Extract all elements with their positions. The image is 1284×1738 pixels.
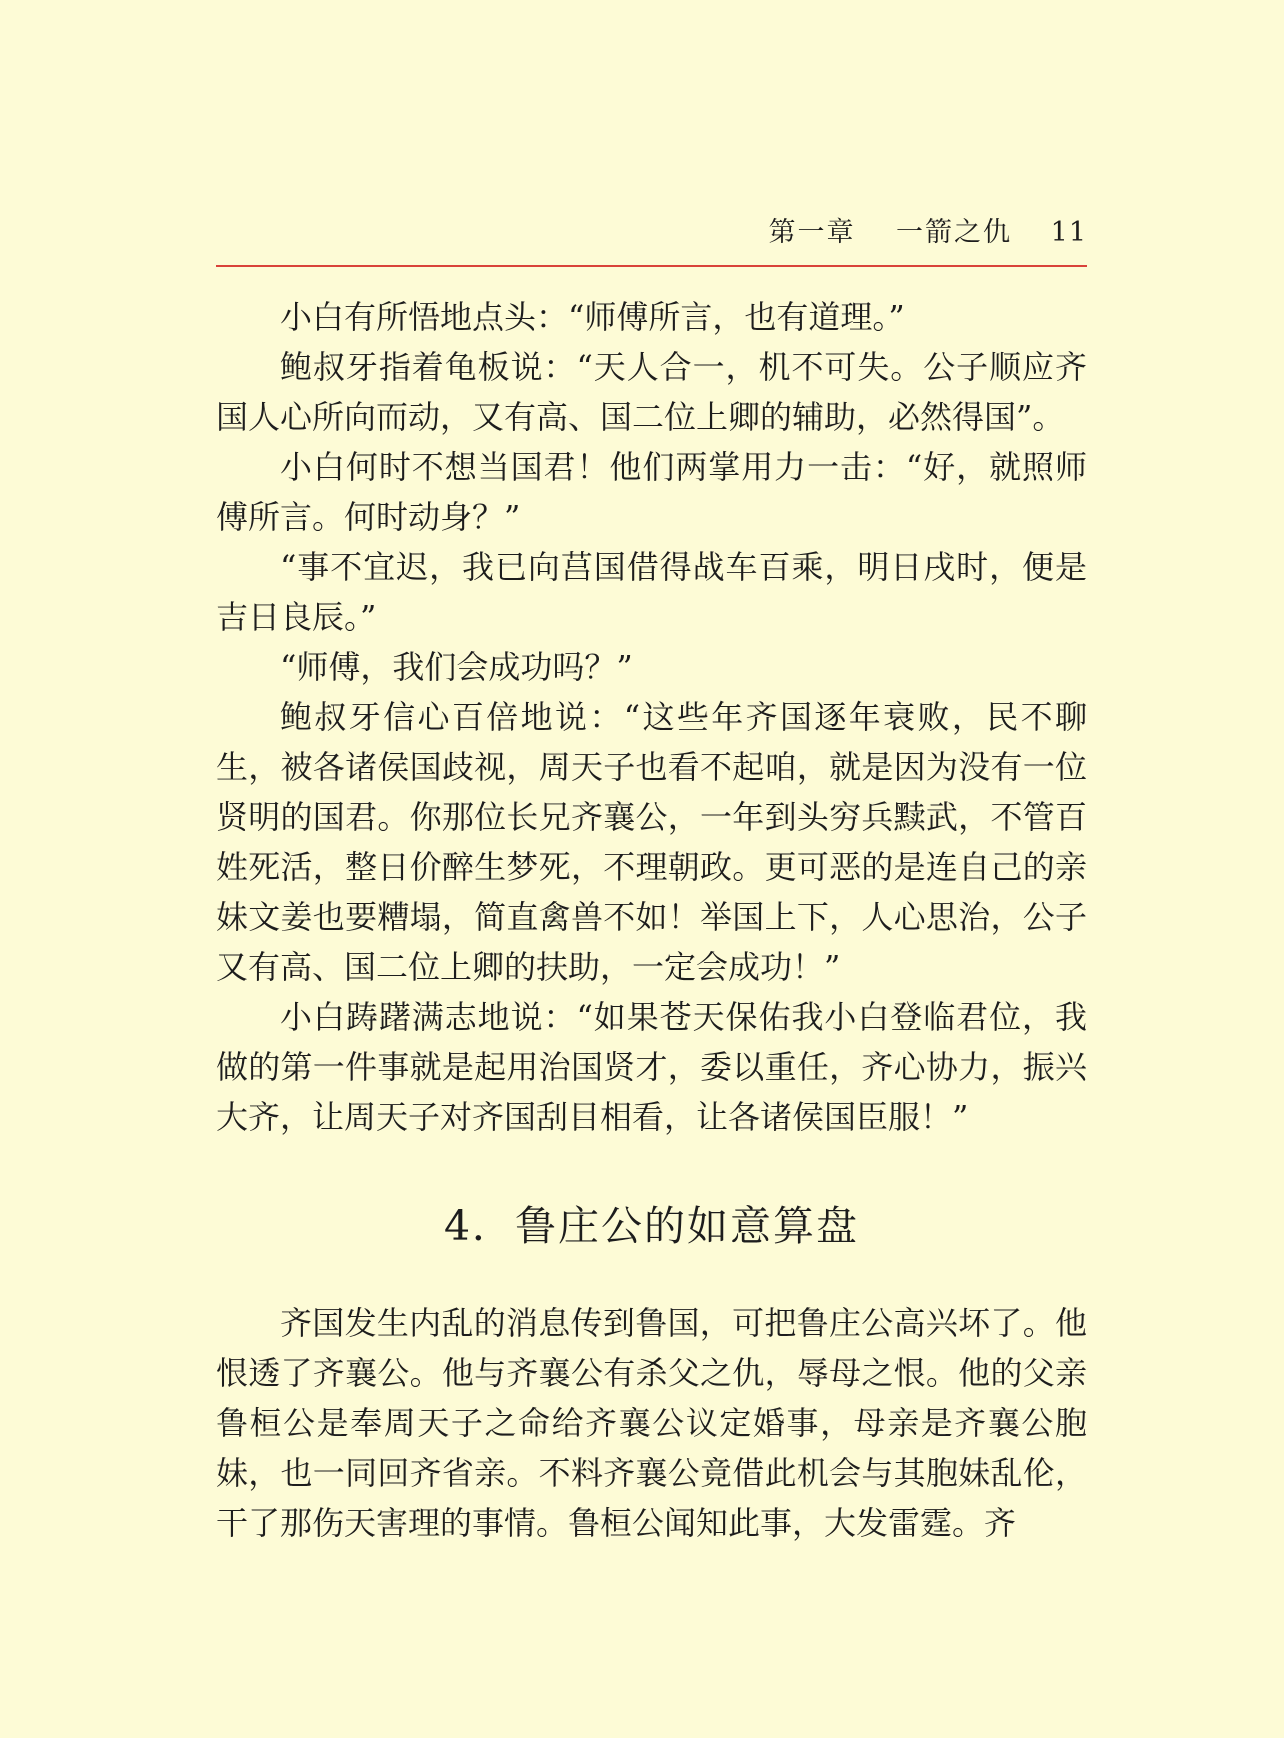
header-rule (216, 265, 1087, 267)
paragraph: “事不宜迟，我已向莒国借得战车百乘，明日戌时，便是吉日良辰。” (216, 548, 1087, 636)
paragraph: “师傅，我们会成功吗？” (280, 648, 633, 686)
paragraph: 小白踌躇满志地说：“如果苍天保佑我小白登临君位，我做的第一件事就是起用治国贤才，委以重任，齐心协力，振兴大齐，让周天子对齐国刮目相看，让各诸侯国臣服！” (216, 998, 1087, 1136)
paragraph: 齐国发生内乱的消息传到鲁国，可把鲁庄公高兴坏了。他恨透了齐襄公。他与齐襄公有杀父之仇，辱母之恨。他的父亲鲁桓公是奉周天子之命给齐襄公议定婚事，母亲是齐襄公胞妹，也一同回齐省亲。不料齐襄公竟借此机会与其胞妹乱伦，干了那伤天害理的事情。鲁桓公闻知此事，大发雷霆。齐 (216, 1304, 1087, 1542)
running-header (216, 210, 1087, 250)
paragraph: 鲍叔牙信心百倍地说：“这些年齐国逐年衰败，民不聊生，被各诸侯国歧视，周天子也看不起咱，就是因为没有一位贤明的国君。你那位长兄齐襄公，一年到头穷兵黩武，不管百姓死活，整日价醉生梦死，不理朝政。更可恶的是连自己的亲妹文姜也要糟塌，简直禽兽不如！举国上下，人心思治，公子又有高、国二位上卿的扶助，一定会成功！” (216, 698, 1087, 986)
paragraph: 鲍叔牙指着龟板说：“天人合一，机不可失。公子顺应齐国人心所向而动，又有高、国二位上卿的辅助，必然得国”。 (216, 348, 1087, 436)
paragraph: 小白何时不想当国君！他们两掌用力一击：“好，就照师傅所言。何时动身？” (216, 448, 1087, 536)
chapter-label: 第一章 (768, 217, 856, 248)
body-text-before (216, 292, 1087, 1142)
page-number: 11 (1050, 217, 1087, 248)
section-heading: 4．鲁庄公的如意算盘 (443, 1202, 860, 1250)
body-text-after (216, 1298, 1087, 1548)
chapter-title: 一箭之仇 (896, 217, 1013, 248)
paragraph: 小白有所悟地点头：“师傅所言，也有道理。” (280, 298, 905, 336)
